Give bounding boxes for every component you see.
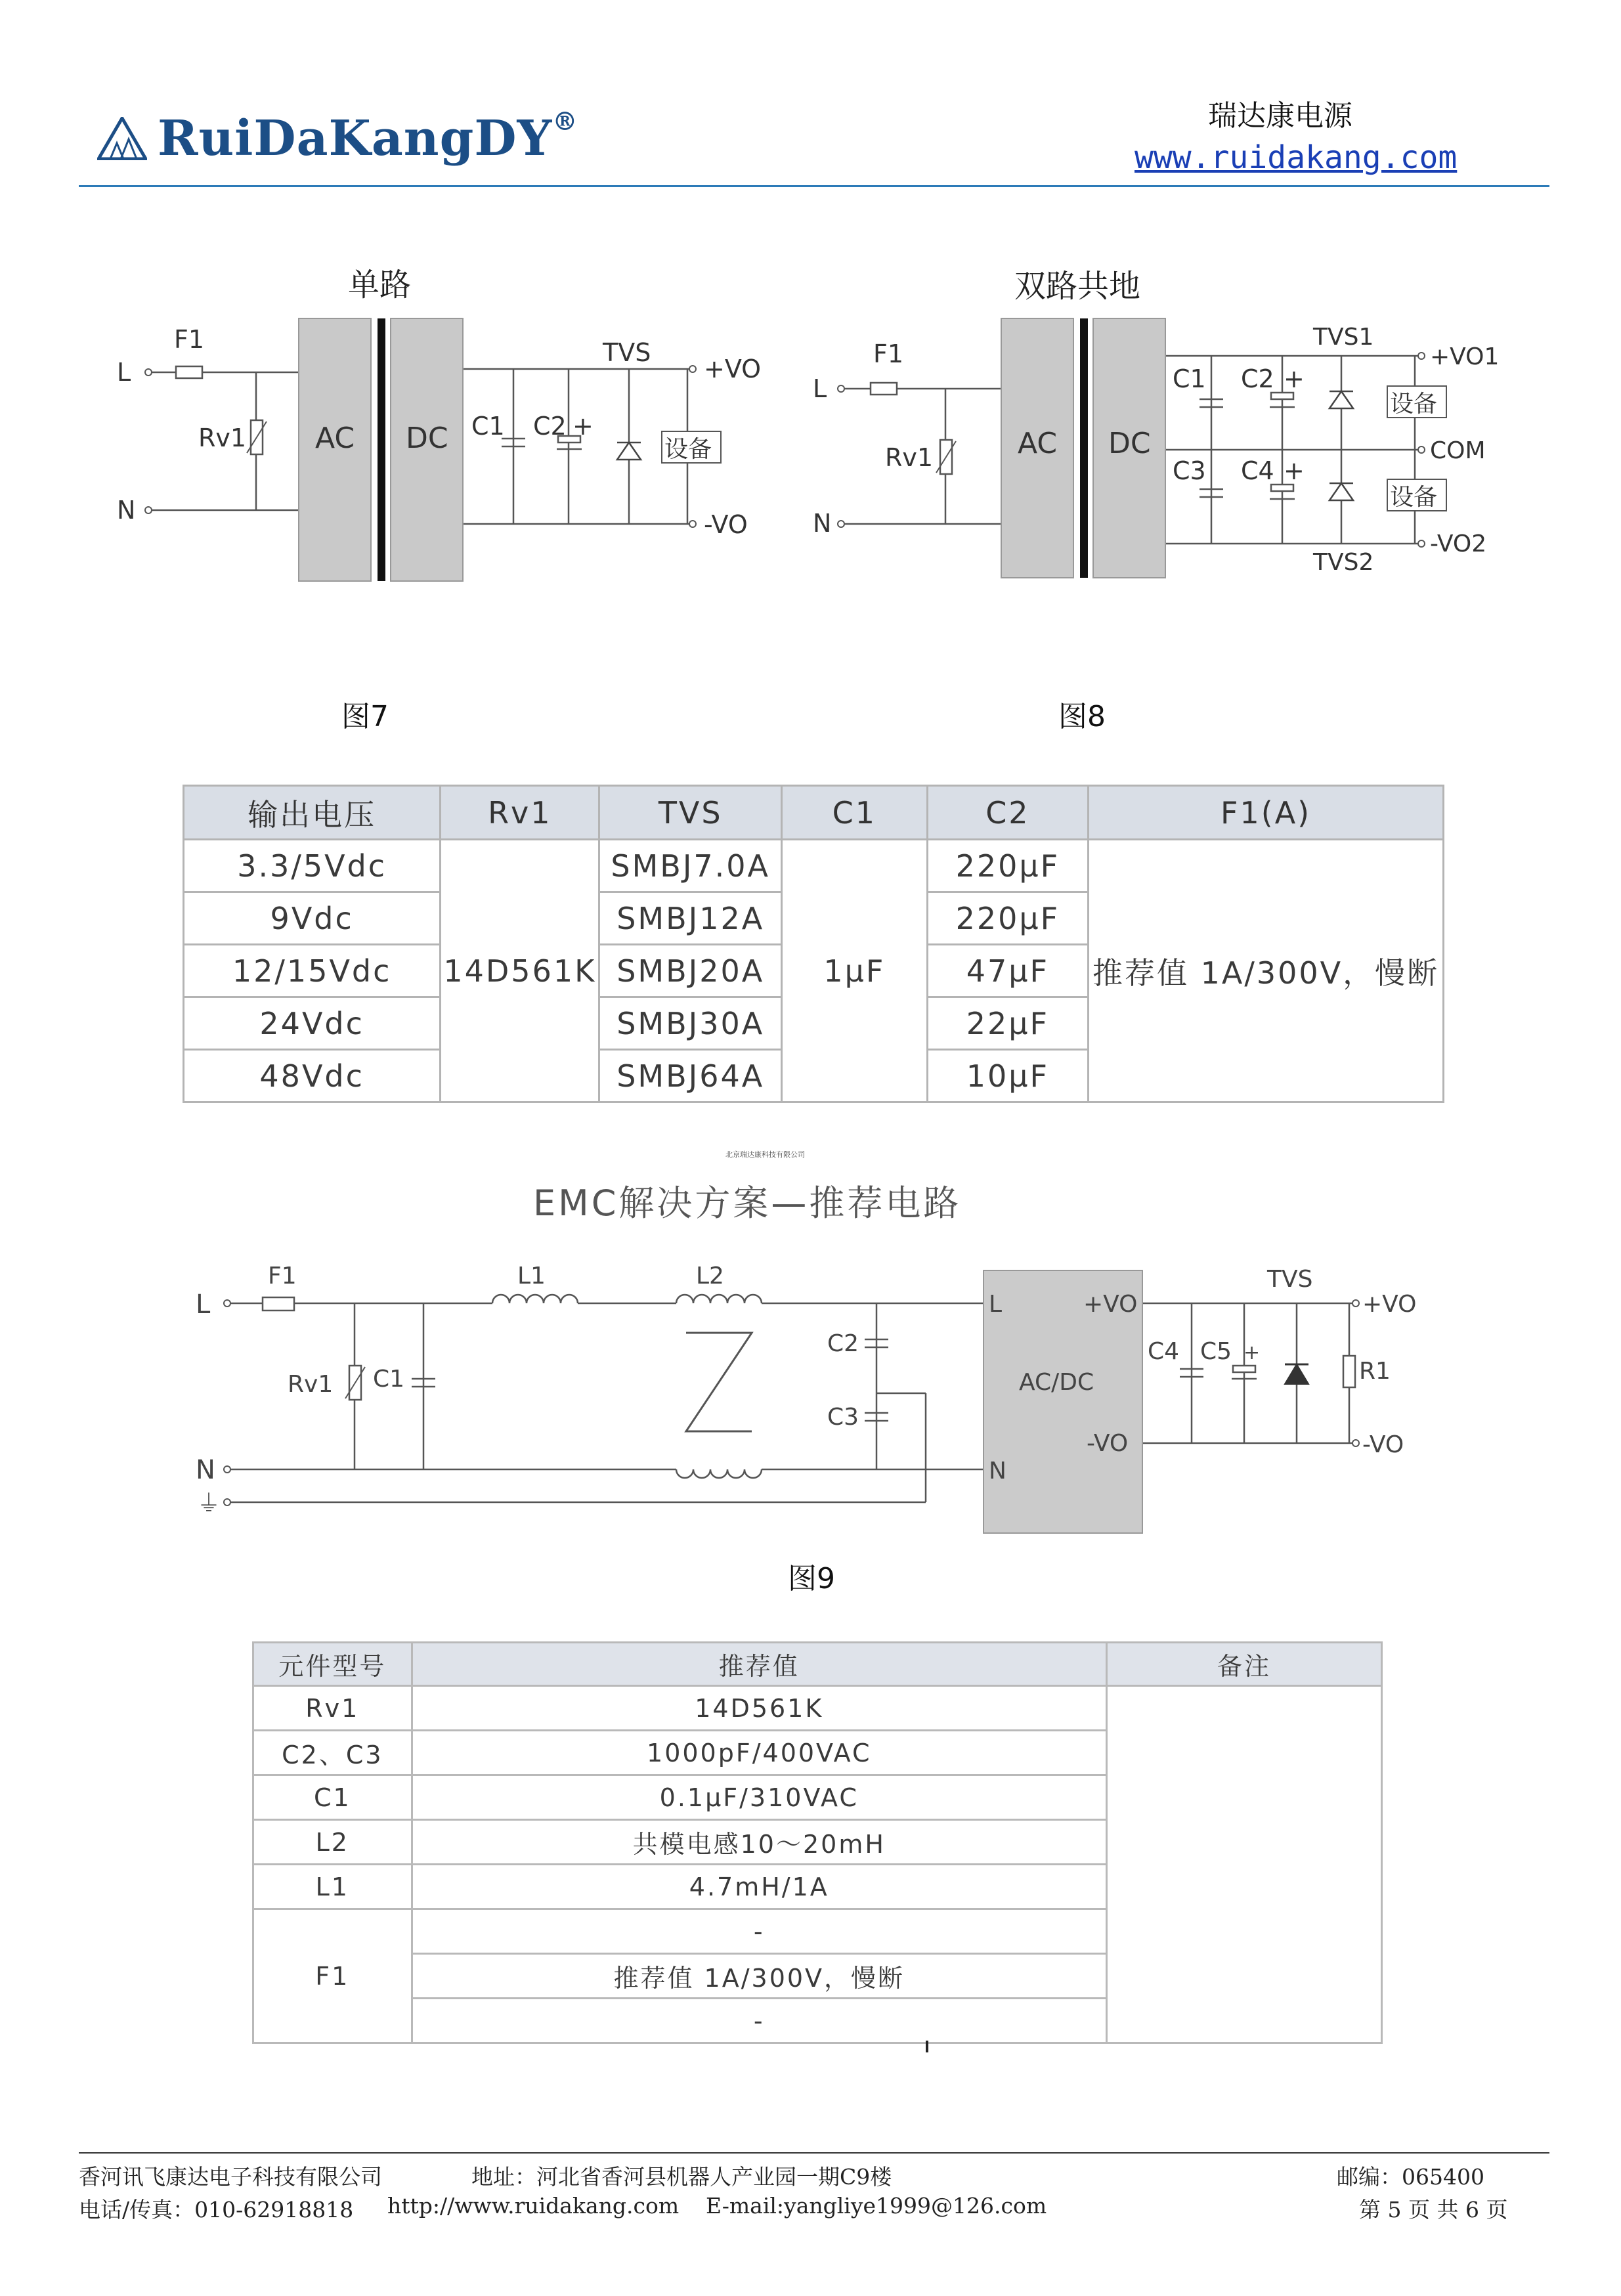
fig7-ac-label: AC (315, 422, 355, 455)
value-cell: 推荐值 1A/300V，慢断 (412, 1954, 1106, 1999)
c2-cell: 220μF (927, 840, 1089, 892)
value-cell: - (412, 1909, 1106, 1954)
fig9-r1-label: R1 (1359, 1358, 1391, 1385)
part-cell: L1 (253, 1865, 412, 1909)
footer-postcode: 邮编：065400 (1337, 2164, 1484, 2190)
fig8-device2-label: 设备 (1390, 484, 1438, 511)
fig9-c5-label: C5 (1200, 1338, 1232, 1365)
voltage-cell: 9Vdc (184, 892, 441, 945)
tvs-diode-icon (617, 443, 641, 460)
footer-email[interactable]: E-mail:yangliye1999@126.com (706, 2193, 1047, 2219)
fig8-device1-label: 设备 (1390, 391, 1438, 418)
fig9-l-label: L (196, 1289, 211, 1320)
fig9-c5-plus: + (1243, 1341, 1261, 1364)
fuse-f1-icon (176, 366, 202, 378)
fig7-c2-label: C2 (533, 412, 567, 441)
fig9-rv1-label: Rv1 (288, 1371, 334, 1398)
fig8-tvs1-label: TVS1 (1313, 324, 1374, 351)
fig8-caption: 图8 (1058, 700, 1106, 733)
fig7-plus-label: + (573, 412, 594, 441)
table1-header: F1(A) (1089, 786, 1444, 840)
fig8-tvs1-icon (1329, 391, 1353, 408)
rv1-cell: 14D561K (441, 840, 599, 1102)
resistor-r1-icon (1343, 1356, 1355, 1387)
value-cell: 0.1μF/310VAC (412, 1775, 1106, 1820)
fig8-vo1-label: +VO1 (1430, 343, 1500, 370)
table1-header-row (184, 786, 1444, 840)
output-voltage-table (183, 785, 1444, 1103)
c2-cell: 10μF (927, 1050, 1089, 1102)
figure-8-dual-output-circuit (801, 263, 1543, 591)
fig8-fuse-icon (871, 383, 897, 395)
fig7-c1-label: C1 (471, 412, 505, 441)
fig7-n-label: N (117, 496, 136, 525)
voltage-cell: 3.3/5Vdc (184, 840, 441, 892)
fig8-com-label: COM (1430, 437, 1486, 464)
part-cell: F1 (253, 1909, 412, 2043)
table2-header: 备注 (1106, 1643, 1381, 1686)
table2-header: 推荐值 (412, 1643, 1106, 1686)
tvs-cell: SMBJ64A (599, 1050, 782, 1102)
inductor-l1-icon (492, 1295, 578, 1303)
figure-7-single-output-circuit (98, 263, 788, 591)
fig8-tvs2-label: TVS2 (1313, 549, 1374, 576)
fig8-dc-label: DC (1108, 427, 1151, 460)
fig7-rv1-label: Rv1 (198, 423, 247, 452)
fig7-f1-label: F1 (174, 325, 205, 354)
c2-cell: 220μF (927, 892, 1089, 945)
fig8-c4-label: C4 (1241, 456, 1274, 485)
footer-address: 地址：河北省香河县机器人产业园一期C9楼 (471, 2164, 892, 2190)
voltage-cell: 48Vdc (184, 1050, 441, 1102)
fig8-rv1-label: Rv1 (885, 443, 934, 472)
fig8-title: 双路共地 (1014, 268, 1141, 305)
fig9-c2-label: C2 (827, 1330, 859, 1357)
footer-divider (79, 2152, 1549, 2154)
fig9-c1-label: C1 (373, 1366, 405, 1393)
fig8-f1-label: F1 (873, 339, 904, 368)
box-vop-label: +VO (1083, 1291, 1138, 1318)
fig8-ac-label: AC (1018, 427, 1058, 460)
table1-header: C2 (927, 786, 1089, 840)
fig8-n-label: N (813, 509, 832, 538)
footer-phone: 电话/传真：010-62918818 (79, 2197, 354, 2222)
tvs-cell: SMBJ20A (599, 945, 782, 997)
c2-cell: 22μF (927, 997, 1089, 1050)
tvs-cell: SMBJ12A (599, 892, 782, 945)
fig8-c1-label: C1 (1173, 364, 1206, 393)
header-divider (79, 185, 1549, 187)
value-cell: 1000pF/400VAC (412, 1731, 1106, 1775)
value-cell: 共模电感10～20mH (412, 1820, 1106, 1865)
box-acdc-label: AC/DC (1019, 1369, 1094, 1396)
fig9-c3-label: C3 (827, 1404, 859, 1431)
table1-header: C1 (782, 786, 927, 840)
registered-mark: ® (552, 106, 578, 136)
fig8-l-label: L (813, 374, 827, 403)
tvs-cell: SMBJ30A (599, 997, 782, 1050)
fig8-c3-label: C3 (1173, 456, 1206, 485)
table-row (253, 1686, 1382, 1731)
stray-mark (926, 2041, 928, 2052)
fig9-out-von-label: -VO (1362, 1431, 1404, 1458)
value-cell: - (412, 1999, 1106, 2043)
box-von-label: -VO (1087, 1430, 1129, 1457)
fig9-tvs-label: TVS (1267, 1266, 1313, 1293)
fig9-out-vop-label: +VO (1362, 1291, 1417, 1318)
fig8-vo2-label: -VO2 (1430, 531, 1487, 557)
table2-header-row (253, 1643, 1382, 1686)
fig8-c2-label: C2 (1241, 364, 1274, 393)
fig9-l1-label: L1 (517, 1263, 546, 1289)
ground-icon: ⏚ (197, 1490, 221, 1517)
company-name: 瑞达康电源 (1208, 99, 1352, 133)
fig9-fuse-icon (263, 1297, 294, 1310)
fig9-tvs-icon (1285, 1364, 1308, 1384)
box-l-label: L (989, 1291, 1003, 1318)
part-cell: Rv1 (253, 1686, 412, 1731)
fig9-c4-label: C4 (1148, 1338, 1180, 1365)
footer-url[interactable]: http://www.ruidakang.com (387, 2193, 680, 2219)
fig9-f1-label: F1 (268, 1263, 297, 1289)
c1-cell: 1μF (782, 840, 927, 1102)
tvs-cell: SMBJ7.0A (599, 840, 782, 892)
part-cell: C2、C3 (253, 1731, 412, 1775)
box-n-label: N (989, 1458, 1006, 1484)
part-cell: L2 (253, 1820, 412, 1865)
fig7-device-label: 设备 (664, 436, 712, 463)
fig7-tvs-label: TVS (603, 338, 651, 367)
table1-header: Rv1 (441, 786, 599, 840)
fig7-title: 单路 (348, 267, 412, 303)
fig7-von-label: -VO (704, 510, 748, 539)
figure-9-emc-circuit (177, 1234, 1438, 1536)
voltage-cell: 24Vdc (184, 997, 441, 1050)
fig9-caption: 图9 (788, 1562, 835, 1595)
company-logo (158, 106, 578, 167)
f1-cell: 推荐值 1A/300V，慢断 (1089, 840, 1444, 1102)
emc-components-table (252, 1641, 1383, 2044)
logo-text: RuiDaKangDY (158, 110, 553, 167)
c2-cell: 47μF (927, 945, 1089, 997)
footer-company: 香河讯飞康达电子科技有限公司 (79, 2164, 382, 2190)
fig8-c2-plus: + (1284, 364, 1305, 393)
table1-header: TVS (599, 786, 782, 840)
logo-mark-icon (97, 117, 147, 160)
value-cell: 14D561K (412, 1686, 1106, 1731)
value-cell: 4.7mH/1A (412, 1865, 1106, 1909)
table-row (184, 840, 1444, 892)
emc-section-title: EMC解决方案—推荐电路 (533, 1182, 962, 1224)
table2-header: 元件型号 (253, 1643, 412, 1686)
small-company-text: 北京瑞达康科技有限公司 (725, 1150, 805, 1159)
table1-header: 输出电压 (184, 786, 441, 840)
fig7-dc-label: DC (406, 422, 448, 455)
fig9-n-label: N (196, 1455, 215, 1485)
fig7-l-label: L (117, 358, 131, 387)
footer-page-number: 第 5 页 共 6 页 (1359, 2197, 1508, 2222)
fig7-vop-label: +VO (704, 355, 762, 383)
common-mode-choke-l2-icon (676, 1295, 762, 1303)
website-link[interactable]: www.ruidakang.com (1135, 139, 1458, 176)
fig8-tvs2-icon (1329, 483, 1353, 500)
fig7-caption: 图7 (341, 700, 389, 733)
fig9-l2-label: L2 (696, 1263, 724, 1289)
remarks-cell (1106, 1686, 1381, 2043)
part-cell: C1 (253, 1775, 412, 1820)
voltage-cell: 12/15Vdc (184, 945, 441, 997)
fig8-c4-plus: + (1284, 456, 1305, 485)
